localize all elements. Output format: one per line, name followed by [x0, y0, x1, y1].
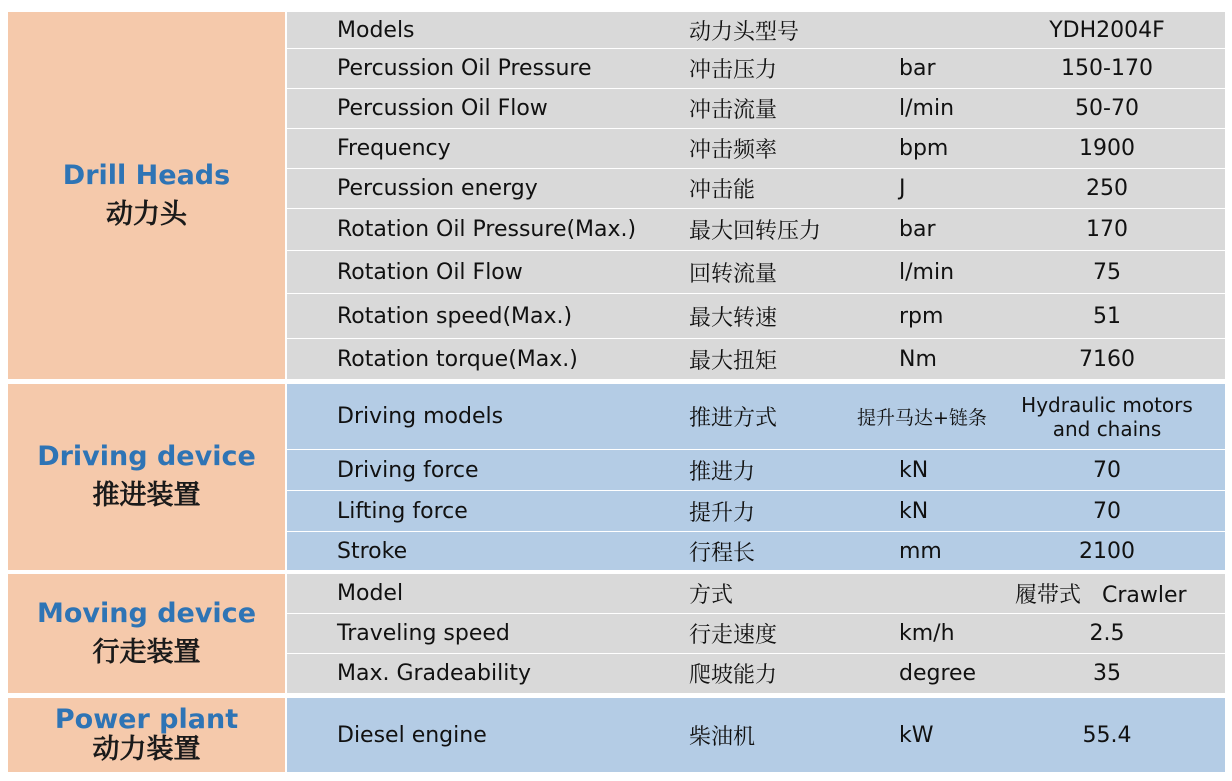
param-name-en: Driving models — [337, 404, 504, 429]
spec-rows — [287, 698, 1225, 772]
param-name-zh: 行走速度 — [689, 623, 778, 648]
section-drill-heads — [0, 12, 1232, 379]
param-name-zh: 冲击能 — [689, 178, 756, 203]
category-cell — [8, 12, 285, 379]
table-row — [287, 384, 1225, 450]
param-name-en: Percussion energy — [337, 176, 538, 201]
param-value: 7160 — [1079, 346, 1135, 372]
param-name-en: Max. Gradeability — [337, 661, 531, 686]
param-name-en: Models — [337, 17, 415, 43]
param-unit: bar — [899, 217, 936, 242]
table-row — [287, 339, 1225, 379]
param-value: 1900 — [1079, 136, 1135, 161]
param-name-en: Traveling speed — [337, 621, 510, 646]
param-unit: kN — [899, 498, 929, 524]
param-name-zh: 最大扭矩 — [689, 348, 778, 374]
category-title-en: Moving device — [36, 597, 257, 629]
table-row — [287, 49, 1225, 89]
category-title-zh: 行走装置 — [92, 636, 201, 668]
param-name-zh: 冲击频率 — [689, 138, 778, 163]
spec-rows — [287, 12, 1225, 379]
param-value: YDH2004F — [1049, 17, 1165, 43]
param-value: Hydraulic motors and chains — [1021, 392, 1193, 441]
param-name-en: Diesel engine — [337, 722, 487, 748]
category-title-zh: 动力头 — [106, 198, 187, 230]
table-row — [287, 450, 1225, 491]
param-value: 70 — [1093, 457, 1121, 483]
param-name-en: Rotation Oil Pressure(Max.) — [337, 217, 637, 242]
param-unit: degree — [899, 661, 977, 686]
param-unit: Nm — [899, 346, 937, 372]
table-row — [287, 698, 1225, 772]
table-row — [287, 129, 1225, 169]
section-moving-device — [0, 574, 1232, 693]
table-row — [287, 614, 1225, 654]
category-title-zh: 动力装置 — [92, 734, 201, 765]
param-value: 250 — [1086, 176, 1128, 201]
param-name-zh: 推进力 — [689, 459, 756, 485]
param-value: 履带式 Crawler — [1015, 583, 1187, 608]
table-row — [287, 209, 1225, 251]
section-power-plant — [0, 698, 1232, 772]
param-name-en: Rotation speed(Max.) — [337, 303, 573, 329]
param-name-zh: 推进方式 — [689, 406, 778, 431]
param-unit: bpm — [899, 136, 949, 161]
param-name-zh: 冲击流量 — [689, 98, 778, 123]
param-unit: mm — [899, 538, 942, 564]
table-row — [287, 89, 1225, 129]
param-unit: kW — [899, 722, 934, 748]
param-value: 55.4 — [1082, 722, 1132, 748]
param-value: 50-70 — [1075, 96, 1139, 121]
category-cell — [8, 384, 285, 570]
param-name-en: Lifting force — [337, 498, 468, 524]
param-name-en: Rotation Oil Flow — [337, 259, 523, 285]
param-unit: kN — [899, 457, 929, 483]
category-title-en: Drill Heads — [62, 159, 231, 191]
table-row — [287, 574, 1225, 614]
table-row — [287, 12, 1225, 49]
param-name-zh: 冲击压力 — [689, 58, 778, 83]
param-value: 75 — [1093, 259, 1121, 285]
table-row — [287, 251, 1225, 294]
table-row — [287, 532, 1225, 570]
param-unit: rpm — [899, 303, 944, 329]
param-name-en: Stroke — [337, 538, 408, 564]
param-name-zh: 爬坡能力 — [689, 663, 778, 688]
category-title-en: Power plant — [54, 704, 239, 735]
param-value: 2100 — [1079, 538, 1135, 564]
table-row — [287, 654, 1225, 693]
table-row — [287, 169, 1225, 209]
param-unit: J — [899, 176, 906, 201]
param-value: 150-170 — [1061, 56, 1153, 81]
param-name-zh: 最大回转压力 — [689, 219, 822, 244]
table-row — [287, 491, 1225, 532]
param-name-en: Driving force — [337, 457, 479, 483]
param-name-zh: 动力头型号 — [689, 19, 800, 45]
param-unit: km/h — [899, 621, 955, 646]
param-name-en: Model — [337, 581, 404, 606]
param-name-en: Rotation torque(Max.) — [337, 346, 578, 372]
param-name-zh: 柴油机 — [689, 724, 756, 750]
param-name-en: Frequency — [337, 136, 451, 161]
spec-rows — [287, 574, 1225, 693]
param-name-zh: 最大转速 — [689, 305, 778, 331]
param-value: 170 — [1086, 217, 1128, 242]
param-unit: l/min — [899, 96, 955, 121]
param-name-en: Percussion Oil Flow — [337, 96, 548, 121]
category-cell — [8, 698, 285, 772]
category-cell — [8, 574, 285, 693]
param-value: 35 — [1093, 661, 1121, 686]
param-name-en: Percussion Oil Pressure — [337, 56, 592, 81]
param-name-zh: 方式 — [689, 583, 734, 608]
param-value: 51 — [1093, 303, 1121, 329]
param-name-zh: 回转流量 — [689, 261, 778, 287]
category-title-zh: 推进装置 — [92, 480, 201, 511]
param-unit: bar — [899, 56, 936, 81]
param-unit: l/min — [899, 259, 955, 285]
param-value: 70 — [1093, 498, 1121, 524]
param-name-zh: 行程长 — [689, 540, 756, 566]
category-title-en: Driving device — [37, 441, 256, 472]
table-row — [287, 294, 1225, 339]
param-value: 2.5 — [1089, 621, 1125, 646]
param-name-zh: 提升力 — [689, 500, 756, 526]
param-unit: 提升马达+链条 — [857, 407, 987, 429]
section-driving-device — [0, 384, 1232, 570]
spec-rows — [287, 384, 1225, 570]
